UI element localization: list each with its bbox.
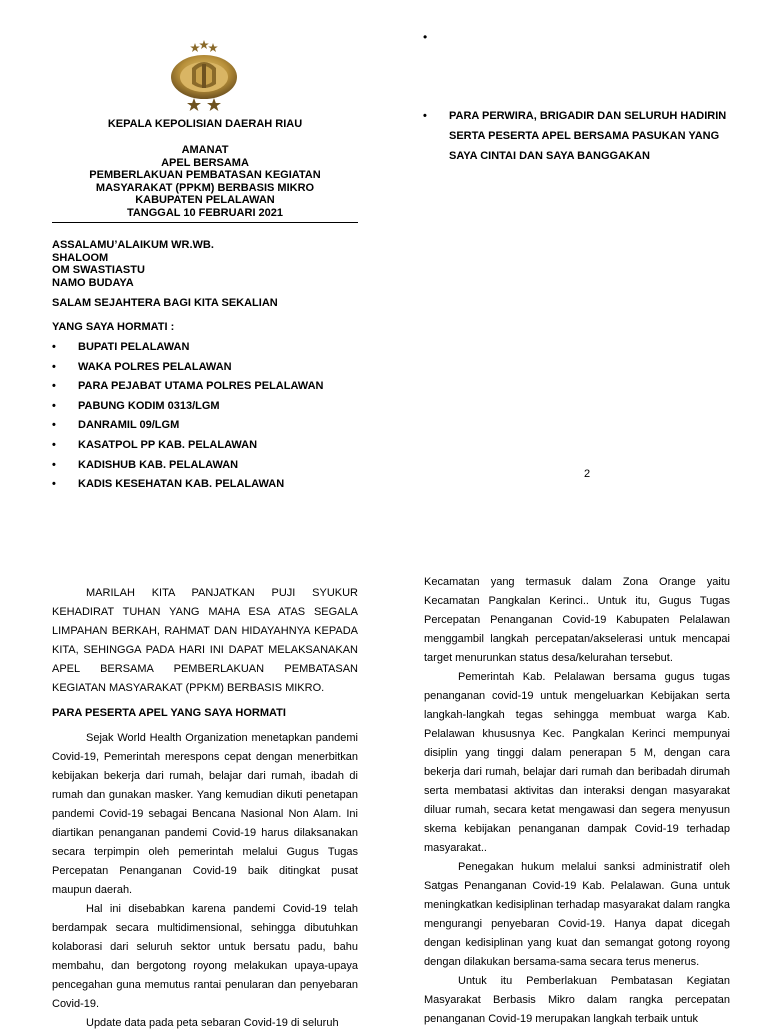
- bullet-icon: •: [423, 110, 427, 122]
- title-line: AMANAT: [181, 144, 229, 156]
- paragraph: Hal ini disebabkan karena pandemi Covid-19 telah berdampak secara multidimensional, sehingga dibutuhkan kolaborasi dari seluruh sektor untuk bersatu padu, bahu membahu, dan bergotong royong melakukan upaya-upaya pencegahan guna memutus rantai penularan dan penyebaran Covid-19.: [52, 903, 358, 1010]
- bullet-icon: •: [52, 380, 56, 393]
- section-heading: PARA PESERTA APEL YANG SAYA HORMATI: [52, 707, 286, 719]
- paragraph: Kecamatan yang termasuk dalam Zona Orange yaitu Kecamatan Pangkalan Kerinci.. Untuk itu, Gugus Tugas Percepatan Penanganan Covid-19 Kabupaten Pelalawan menggambil langkah percepatan/akselerasi untuk mencapai target menurunkan status desa/kelurahan tersebut.: [424, 576, 730, 664]
- list-item: • BUPATI PELALAWAN: [52, 341, 190, 353]
- title-line: KABUPATEN PELALAWAN: [135, 194, 275, 207]
- greeting-line: SHALOOM: [52, 251, 109, 264]
- list-item: • KASATPOL PP KAB. PELALAWAN: [52, 438, 258, 451]
- bullet-icon: •: [52, 438, 56, 451]
- list-item: • WAKA POLRES PELALAWAN: [52, 360, 232, 373]
- paragraph: Penegakan hukum melalui sanksi administratif oleh Satgas Penanganan Covid-19 Kab. Pelalawan. Guna untuk meningkatkan kedisiplinan terhadap masyarakat dalam rangka mengurangi penyebaran Covid-19. Hanya dapat dicegah dengan kedisiplinan yang kuat dan semangat gotong royong dengan dilakukan bersama-sama secara terus menerus.: [424, 861, 730, 968]
- bullet-icon: •: [52, 399, 56, 412]
- list-item: • KADISHUB KAB. PELALAWAN: [52, 458, 239, 471]
- greetings: [52, 239, 358, 289]
- greeting-line: NAMO BUDAYA: [52, 276, 134, 289]
- title-line: TANGGAL 10 FEBRUARI 2021: [126, 206, 284, 219]
- paragraph: Sejak World Health Organization menetapkan pandemi Covid-19, Pemerintah merespons cepat dengan menerbitkan kebijakan bekerja dari rumah, belajar dari rumah, ibadah di rumah dan gunakan masker. Yang kemudian dikuti penetapan pandemi Covid-19 sebagai Bencana Nasional Non Alam. Ini diartikan penanganan pandemi Covid-19 harus dilaksanakan secara terpimpin oleh pemerintah melalui Gugus Tugas Percepatan Penanganan Covid-19 baik ditingkat pusat maupun daerah.: [52, 732, 358, 896]
- header-divider: [52, 222, 358, 223]
- title-line: APEL BERSAMA: [161, 156, 249, 169]
- org-title: KEPALA KEPOLISIAN DAERAH RIAU: [107, 118, 303, 130]
- bullet-icon: •: [52, 458, 56, 471]
- salam-line: SALAM SEJAHTERA BAGI KITA SEKALIAN: [52, 297, 278, 309]
- title-line: MASYARAKAT (PPKM) BERBASIS MIKRO: [95, 181, 315, 194]
- right-honored-list: [423, 106, 733, 166]
- right-body-column: [424, 573, 730, 1029]
- list-item: • PABUNG KODIM 0313/LGM: [52, 399, 220, 412]
- bullet-icon: •: [52, 360, 56, 373]
- empty-bullet-icon: •: [423, 30, 428, 44]
- document-title-block: [52, 144, 358, 220]
- paragraph: Untuk itu Pemberlakuan Pembatasan Kegiatan Masyarakat Berbasis Mikro dalam rangka percepatan penanganan Covid-19 merupakan langkah terbaik untuk: [424, 975, 730, 1025]
- list-item: • KADIS KESEHATAN KAB. PELALAWAN: [52, 478, 285, 491]
- honored-list: [52, 340, 362, 497]
- police-emblem-logo: [168, 40, 240, 116]
- page-number: 2: [584, 468, 591, 480]
- bullet-icon: •: [52, 478, 56, 491]
- honored-heading: YANG SAYA HORMATI :: [52, 321, 175, 333]
- list-item: PARA PERWIRA, BRIGADIR DAN SELURUH HADIRIN SERTA PESERTA APEL BERSAMA PASUKAN YANG SAYA CINTAI DAN SAYA BANGGAKAN: [449, 110, 727, 162]
- left-body-column: [52, 584, 358, 1033]
- greeting-line: ASSALAMU’ALAIKUM WR.WB.: [52, 239, 214, 251]
- intro-paragraph: MARILAH KITA PANJATKAN PUJI SYUKUR KEHADIRAT TUHAN YANG MAHA ESA ATAS SEGALA LIMPAHAN BERKAH, RAHMAT DAN HIDAYAHNYA KEPADA KITA, SEHINGGA PADA HARI INI DAPAT MELAKSANAKAN APEL BERSAMA PEMBERLAKUAN PEMBATASAN KEGIATAN MASYARAKAT (PPKM) BERBASIS MIKRO.: [52, 587, 358, 694]
- list-item: • PARA PEJABAT UTAMA POLRES PELALAWAN: [52, 380, 324, 393]
- paragraph: Update data pada peta sebaran Covid-19 di seluruh: [86, 1017, 339, 1029]
- bullet-icon: •: [52, 341, 56, 353]
- greeting-line: OM SWASTIASTU: [52, 264, 145, 277]
- list-item: • DANRAMIL 09/LGM: [52, 419, 180, 432]
- title-line: PEMBERLAKUAN PEMBATASAN KEGIATAN: [89, 169, 321, 182]
- paragraph: Pemerintah Kab. Pelalawan bersama gugus tugas penanganan covid-19 untuk mengeluarkan Kebijakan serta langkah-langkah tegas sehingga membuat warga Kab. Pelalawan khususnya Kec. Pangkalan Kerinci mempunyai disiplin yang tinggi dalam penerapan 5 M, dengan cara bekerja dari rumah, belajar dari rumah dan beribadah dirumah serta membatasi aktivitas dan interaksi dengan masyarakat diluar rumah, secara ketat mengawasi dan segera menyusun skema kebijakan penanganan dampak Covid-19 terhadap masyarakat..: [424, 671, 730, 854]
- bullet-icon: •: [52, 419, 56, 432]
